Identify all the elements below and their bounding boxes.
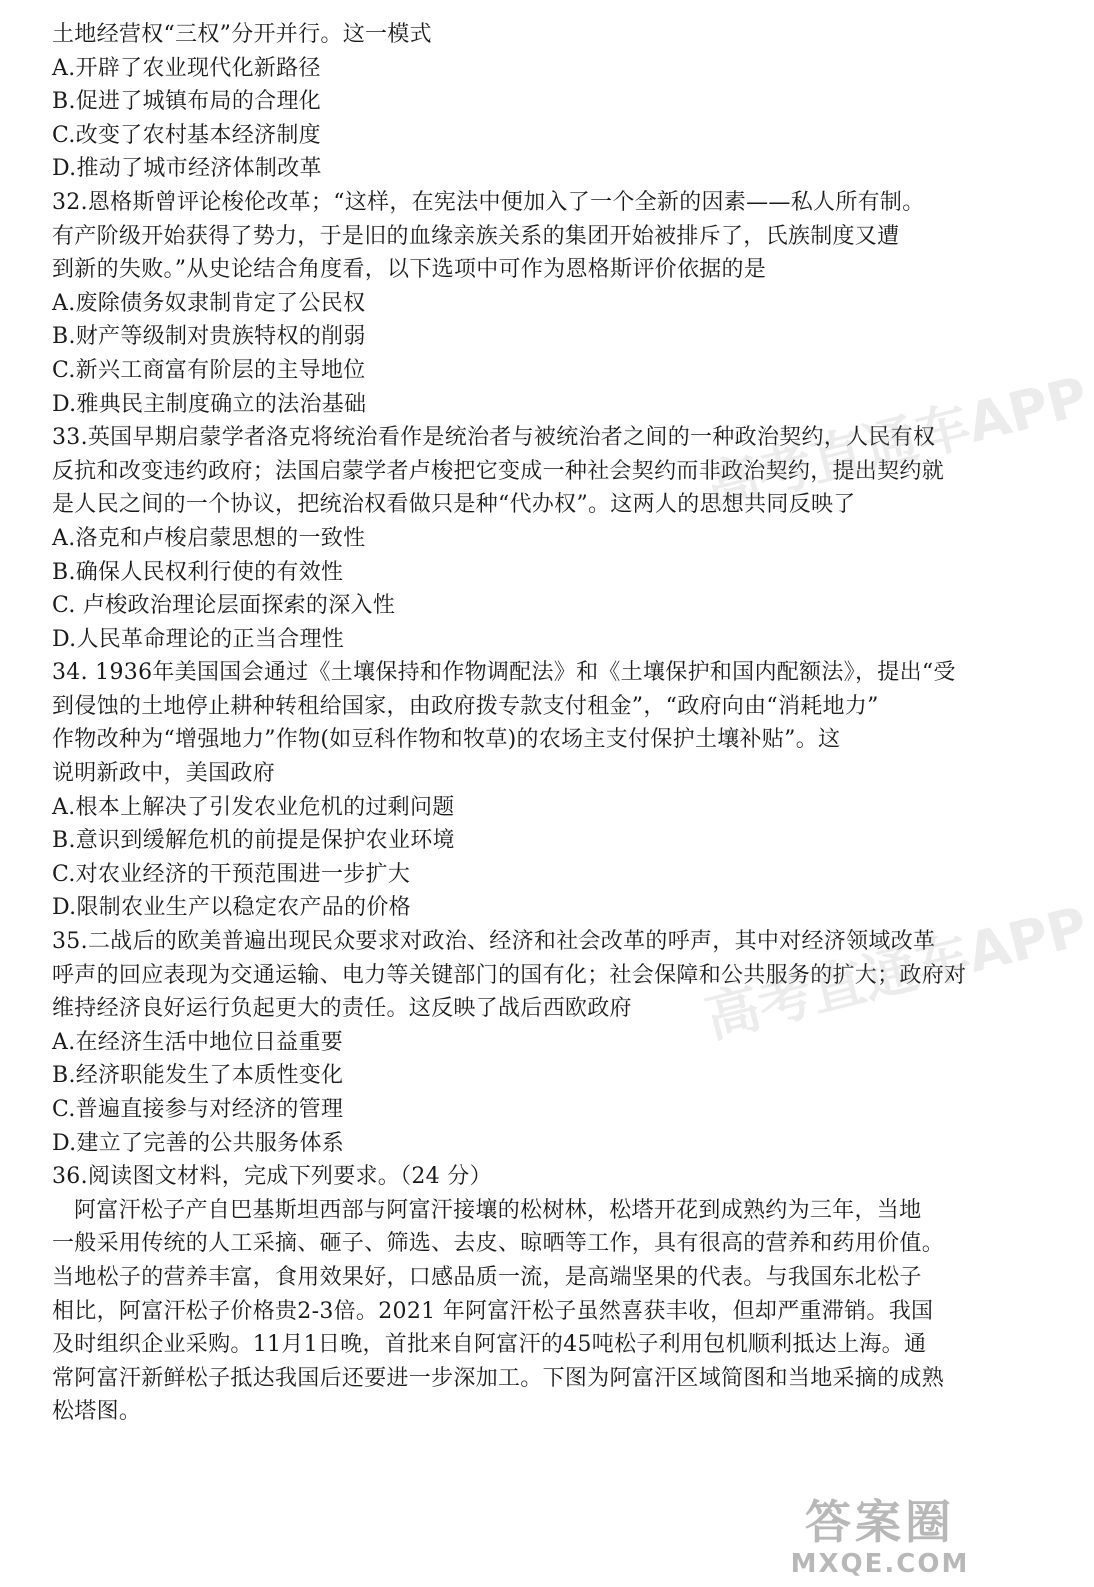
question-34 (52, 656, 956, 925)
logo-url: MXQE.COM (790, 1549, 970, 1579)
watermark-text: 高考直通车APP (699, 894, 1094, 1051)
option-b: B.促进了城镇布局的合理化 (52, 89, 322, 115)
option-a: A.洛克和卢梭启蒙思想的一致性 (52, 525, 366, 551)
option-d: D.建立了完善的公共服务体系 (52, 1130, 345, 1156)
paragraph-line: 阿富汗松子产自巴基斯坦西部与阿富汗接壤的松树林，松塔开花到成熟约为三年，当地 (74, 1197, 922, 1223)
question-stem-line: 作物改种为“增强地力”作物(如豆科作物和牧草)的农场主支付保护土壤补贴”。这 (52, 727, 841, 753)
question-stem-line: 到新的失败。”从史论结合角度看，以下选项中可作为恩格斯评价依据的是 (52, 257, 767, 283)
question-stem-line: 32.恩格斯曾评论梭伦改革；“这样，在宪法中便加入了一个全新的因素——私人所有制。 (52, 189, 925, 215)
site-logo (780, 1495, 980, 1579)
question-stem-line: 34. 1936年美国国会通过《土壤保持和作物调配法》和《土壤保护和国内配额法》，提出“受 (52, 660, 956, 686)
question-stem-line: 到侵蚀的土地停止耕种转租给国家，由政府拨专款支付租金”，“政府向由“消耗地力” (52, 693, 879, 719)
option-a: A.开辟了农业现代化新路径 (52, 55, 321, 81)
question-stem-line: 有产阶级开始获得了势力，于是旧的血缘亲族关系的集团开始被排斥了，氏族制度又遭 (52, 223, 900, 249)
paragraph-line: 相比，阿富汗松子价格贵2-3倍。2021 年阿富汗松子虽然喜获丰收，但却严重滞销。我国 (52, 1298, 934, 1324)
question-stem-line: 33.英国早期启蒙学者洛克将统治看作是统治者与被统治者之间的一种政治契约，人民有权 (52, 425, 936, 451)
option-c: C.对农业经济的干预范围进一步扩大 (52, 861, 411, 887)
question-stem-line: 呼声的回应表现为交通运输、电力等关键部门的国有化；社会保障和公共服务的扩大；政府对 (52, 962, 967, 988)
option-c: C.普遍直接参与对经济的管理 (52, 1097, 344, 1122)
option-d: D.雅典民主制度确立的法治基础 (52, 391, 367, 417)
paragraph-line: 及时组织企业采购。11月1日晚，首批来自阿富汗的45吨松子利用包机顺利抵达上海。通 (52, 1332, 927, 1358)
option-a: A.在经济生活中地位日益重要 (52, 1029, 344, 1055)
question-36 (52, 1160, 952, 1429)
exam-page (52, 18, 967, 1429)
question-33 (52, 421, 952, 656)
paragraph-line: 松塔图。 (52, 1399, 142, 1425)
question-stem-line: 36.阅读图文材料，完成下列要求。（24 分） (52, 1164, 492, 1190)
option-d: D.限制农业生产以稳定农产品的价格 (52, 895, 411, 921)
question-stem-line: 维持经济良好运行负起更大的责任。这反映了战后西欧政府 (52, 996, 632, 1022)
question-31-continuation (52, 18, 952, 186)
question-stem-line: 土地经营权“三权”分开并行。这一模式 (52, 22, 432, 47)
question-stem-line: 是人民之间的一个协议，把统治权看做只是种“代办权”。这两人的思想共同反映了 (52, 492, 856, 518)
option-a: A.废除债务奴隶制肯定了公民权 (52, 290, 366, 316)
question-stem-line: 35.二战后的欧美普遍出现民众要求对政治、经济和社会改革的呼声，其中对经济领域改革 (52, 929, 936, 955)
option-b: B.意识到缓解危机的前提是保护农业环境 (52, 828, 455, 854)
option-b: B.经济职能发生了本质性变化 (52, 1063, 344, 1089)
option-d: D.推动了城市经济体制改革 (52, 156, 322, 182)
option-b: B.确保人民权利行使的有效性 (52, 559, 344, 585)
question-32 (52, 186, 952, 421)
option-b: B.财产等级制对贵族特权的削弱 (52, 324, 366, 350)
paragraph-line: 当地松子的营养丰富，食用效果好，口感品质一流，是高端坚果的代表。与我国东北松子 (52, 1264, 922, 1290)
paragraph-line: 一般采用传统的人工采摘、砸子、筛选、去皮、晾晒等工作，具有很高的营养和药用价值。 (52, 1231, 945, 1257)
material-paragraph (52, 1194, 952, 1429)
option-c: C.改变了农村基本经济制度 (52, 122, 321, 148)
option-c: C. 卢梭政治理论层面探索的深入性 (52, 593, 396, 619)
paragraph-line: 常阿富汗新鲜松子抵达我国后还要进一步深加工。下图为阿富汗区域简图和当地采摘的成熟 (52, 1365, 945, 1391)
question-35 (52, 925, 967, 1160)
question-stem-line: 反抗和改变违约政府；法国启蒙学者卢梭把它变成一种社会契约而非政治契约，提出契约就 (52, 458, 945, 484)
option-c: C.新兴工商富有阶层的主导地位 (52, 357, 366, 383)
question-stem-line: 说明新政中，美国政府 (52, 761, 276, 787)
watermark-text: 高考直通车APP (699, 364, 1094, 521)
option-d: D.人民革命理论的正当合理性 (52, 626, 345, 652)
logo-text: 答案圈 (805, 1495, 955, 1549)
option-a: A.根本上解决了引发农业危机的过剩问题 (52, 794, 455, 820)
